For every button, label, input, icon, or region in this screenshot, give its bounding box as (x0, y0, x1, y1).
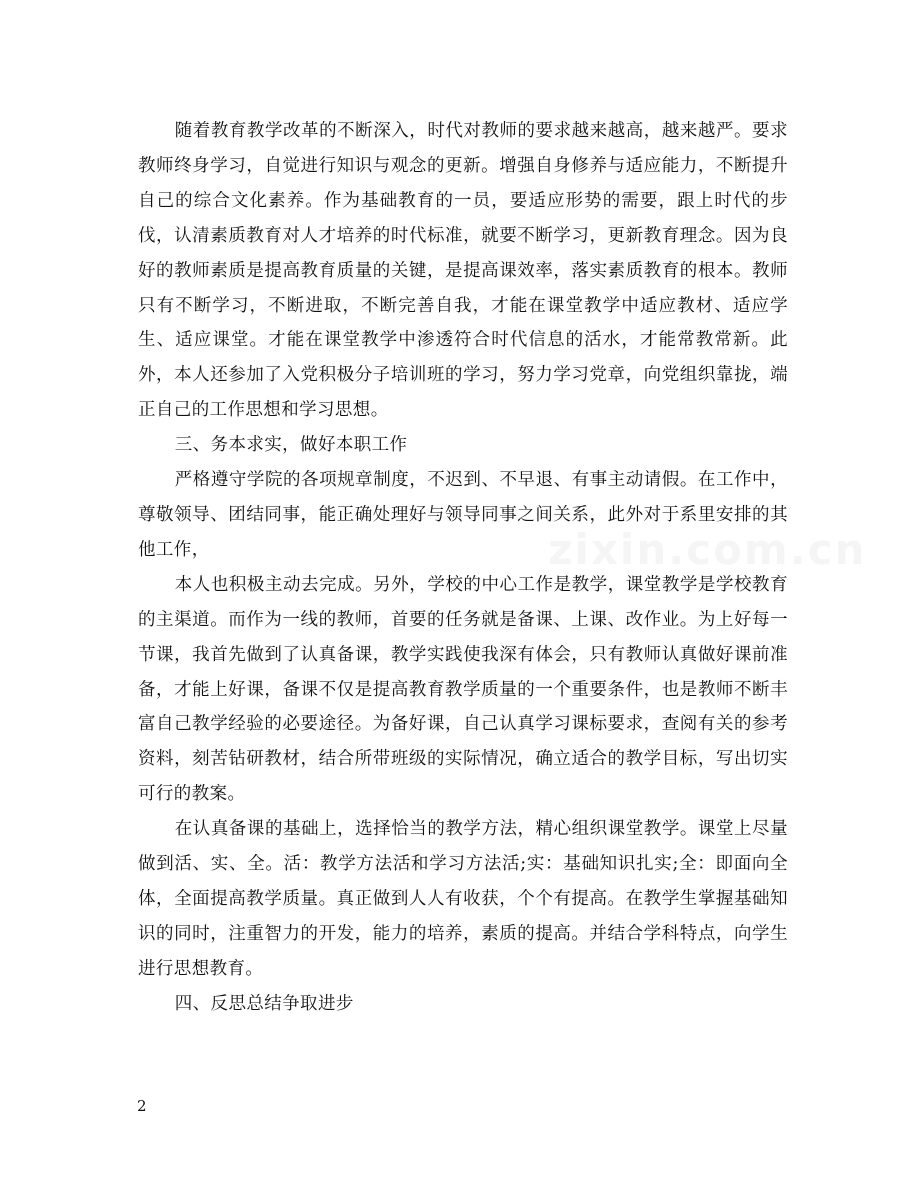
paragraph-lesson-prep: 本人也积极主动去完成。另外，学校的中心工作是教学，课堂教学是学校教育的主渠道。而作为一线的教师，首要的任务就是备课、上课、改作业。为上好每一节课，我首先做到了认真备课，教学实践使我深有体会，只有教师认真做好课前准备，才能上好课，备课不仅是提高教育教学质量的一个重要条件，也是教师不断丰富自己教学经验的必要途径。为备好课，自己认真学习课标要求，查阅有关的参考资料，刻苦钻研教材，结合所带班级的实际情况，确立适合的教学目标，写出切实可行的教案。 (138, 574, 788, 805)
paragraph-teaching-method: 在认真备课的基础上，选择恰当的教学方法，精心组织课堂教学。课堂上尽量做到活、实、全。活：教学方法活和学习方法活;实：基础知识扎实;全：即面向全体，全面提高教学质量。真正做到人人有收获，个个有提高。在教学生掌握基础知识的同时，注重智力的开发，能力的培养，素质的提高。并结合学科特点，向学生进行思想教育。 (138, 819, 788, 979)
paragraph-rules: 严格遵守学院的各项规章制度，不迟到、不早退、有事主动请假。在工作中，尊敬领导、团结同事，能正确处理好与领导同事之间关系，此外对于系里安排的其他工作， (138, 470, 788, 560)
document-body (138, 114, 788, 1022)
section-heading-3: 三、务本求实，做好本职工作 (174, 435, 408, 456)
watermark: zixin.com.cn (548, 525, 867, 574)
paragraph-continuous-learning: 随着教育教学改革的不断深入，时代对教师的要求越来越高，越来越严。要求教师终身学习，自觉进行知识与观念的更新。增强自身修养与适应能力，不断提升自己的综合文化素养。作为基础教育的一员，要适应形势的需要，跟上时代的步伐，认清素质教育对人才培养的时代标准，就要不断学习，更新教育理念。因为良好的教师素质是提高教育质量的关键，是提高课效率，落实素质教育的根本。教师只有不断学习，不断进取，不断完善自我，才能在课堂教学中适应教材、适应学生、适应课堂。才能在课堂教学中渗透符合时代信息的活水，才能常教常新。此外，本人还参加了入党积极分子培训班的学习，努力学习党章，向党组织靠拢，端正自己的工作思想和学习思想。 (138, 121, 788, 421)
page-number: 2 (137, 1097, 147, 1115)
section-heading-4: 四、反思总结争取进步 (174, 993, 354, 1014)
